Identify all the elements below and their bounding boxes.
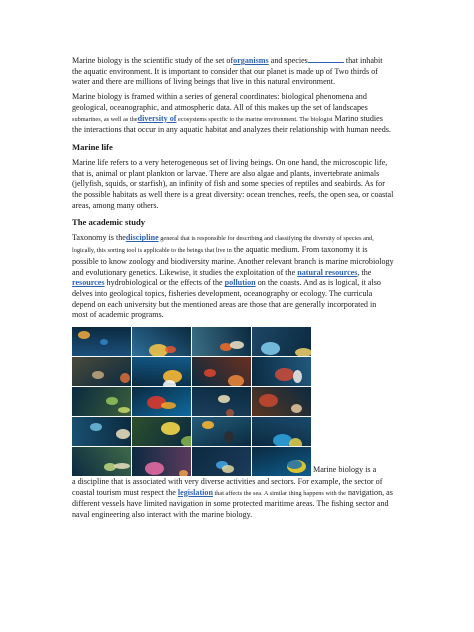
image-caption: Marine biology is a: [313, 465, 377, 475]
link-legislation[interactable]: legislation: [177, 487, 213, 497]
small-text: that affects the sea. A similar thing happens with the: [212, 489, 346, 497]
marine-life-photo-mosaic: [72, 327, 311, 476]
marine-photo-tile: [252, 417, 311, 446]
blank-link-underline[interactable]: [308, 56, 344, 63]
link-resources[interactable]: resources: [72, 278, 105, 288]
paragraph-academic: [72, 233, 394, 321]
marine-photo-tile: [252, 357, 311, 386]
marine-photo-tile: [132, 387, 191, 416]
marine-photo-tile: [132, 327, 191, 356]
marine-photo-tile: [72, 387, 131, 416]
text: Marine biology is framed within a series of general coordinates: biological phenomena and geological, oceanographic, and atmospheric data. All of this makes up the set of landscapes: [72, 92, 368, 112]
marine-photo-tile: [72, 417, 131, 446]
text: Marino studies the interactions that occur in any aquatic habitat and analyzes their relationship with human needs.: [72, 113, 391, 135]
marine-photo-tile: [72, 327, 131, 356]
link-organisms[interactable]: organisms: [233, 56, 269, 65]
text: a discipline that is associated with very diverse activities and sectors. For example, the sector of coastal tourism must respect the: [72, 477, 383, 497]
marine-photo-tile: [192, 357, 251, 386]
text: that inhabit the aquatic environment. It is important to consider that our planet is made up of Two thirds of water and there are millions of living beings that live in this natural environment.: [72, 56, 383, 87]
paragraph-activities: [72, 477, 394, 521]
marine-photo-tile: [132, 357, 191, 386]
text: Taxonomy is the: [72, 233, 126, 243]
link-diversity[interactable]: diversity of: [137, 113, 177, 123]
marine-photo-tile: [252, 447, 311, 476]
small-text: general that is responsible for describing and classifying the diversity of species and, logically, this sorting tool is applicable to the beings that live in: [72, 235, 374, 255]
marine-photo-tile: [192, 387, 251, 416]
text: on the coasts. And as is logical, it also delves into geological topics, fisheries development, oceanography or ecology. The curricula depend on each university but the mentioned areas are those that are generally incorporated in most of academic programs.: [72, 278, 381, 320]
marine-photo-tile: [192, 417, 251, 446]
document-page: [72, 56, 394, 525]
marine-photo-tile: [72, 357, 131, 386]
marine-photo-tile: [72, 447, 131, 476]
link-discipline[interactable]: discipline: [125, 233, 159, 243]
small-text: ecosystems specific to the marine environment. The biologist: [176, 115, 333, 123]
text: and species: [268, 56, 308, 65]
link-pollution[interactable]: pollution: [224, 278, 256, 288]
marine-photo-tile: [192, 327, 251, 356]
marine-photo-tile: [252, 327, 311, 356]
text: the aquatic medium. From taxonomy it is possible to know zoology and biodiversity marine. Another relevant branch is marine microbiology and evolutionary genetics. Likewise, it studies the exploitation of the: [72, 245, 394, 277]
link-natural-resources[interactable]: natural resources: [297, 267, 358, 277]
paragraph-marine-life: Marine life refers to a very heterogeneous set of living beings. On one hand, the microscopic life, that is, animal or plant plankton or larvae. There are also algae and plants, invertebrate animals (jellyfish, squids, or starfish), an infinity of fish and some species of reptiles and seabirds. As for the possible habitats as well there is a great diversity: ocean trenches, reefs, the open sea, or coastal areas, among many others.: [72, 157, 394, 210]
text: hydrobiological or the effects of the: [104, 278, 225, 288]
marine-photo-tile: [132, 417, 191, 446]
paragraph-intro: [72, 56, 394, 88]
figure-row: [72, 327, 394, 476]
marine-photo-tile: [192, 447, 251, 476]
paragraph-framework: [72, 92, 394, 136]
text: Marine biology is the scientific study of the set of: [72, 56, 234, 65]
heading-academic-study: The academic study: [72, 217, 146, 228]
small-text: submarines, as well as the: [72, 115, 138, 123]
marine-photo-tile: [252, 387, 311, 416]
marine-photo-tile: [132, 447, 191, 476]
heading-marine-life: Marine life: [72, 141, 113, 152]
text: navigation, as different vessels have limited navigation in some protected maritime areas. The fishing sector and naval engineering also interact with the marine biology.: [72, 487, 393, 520]
text: , the: [357, 267, 372, 277]
